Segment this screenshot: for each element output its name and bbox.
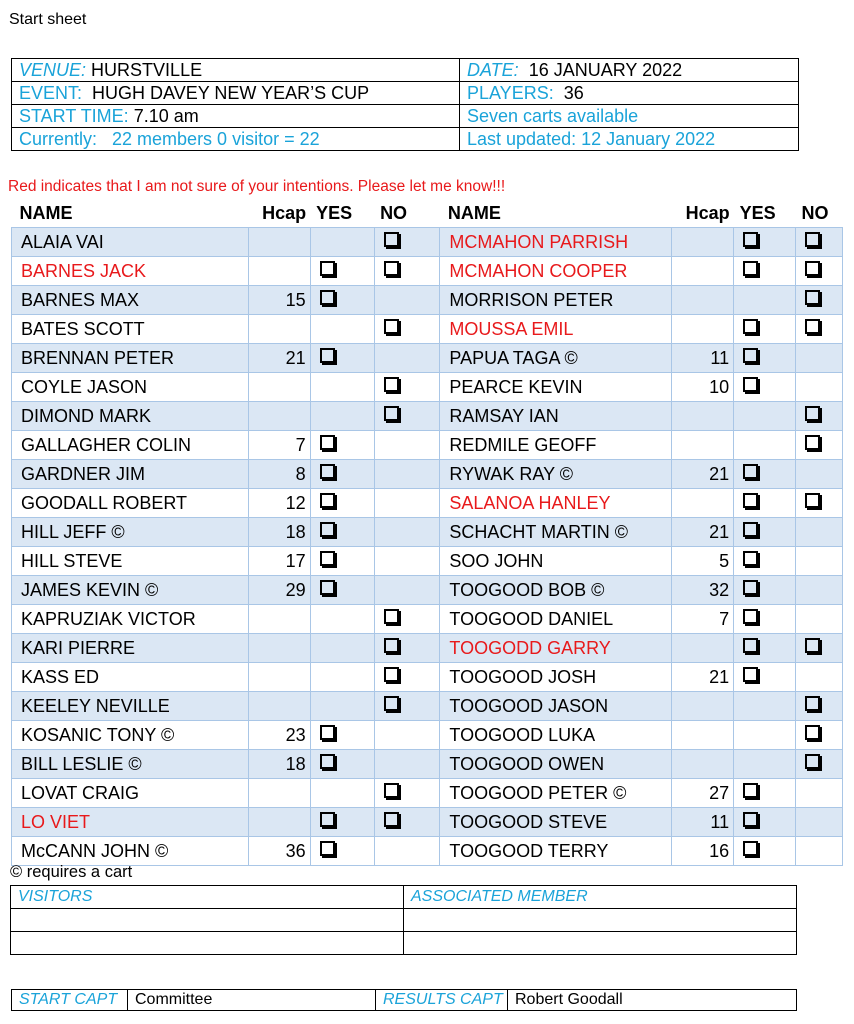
- player-hcap: [672, 315, 734, 344]
- player-no-cell: [374, 315, 440, 344]
- player-hcap: [672, 286, 734, 315]
- start-time-label: START TIME:: [19, 105, 129, 126]
- player-name: GOODALL ROBERT: [12, 489, 249, 518]
- table-row: [12, 344, 843, 373]
- player-hcap: [672, 257, 734, 286]
- player-hcap: [672, 228, 734, 257]
- player-no-cell: [796, 547, 843, 576]
- player-hcap: 12: [248, 489, 310, 518]
- date-value: 16 JANUARY 2022: [528, 59, 683, 80]
- player-hcap: 29: [248, 576, 310, 605]
- player-yes-cell: [310, 460, 374, 489]
- player-name: MORRISON PETER: [440, 286, 672, 315]
- player-yes-cell: [734, 750, 796, 779]
- table-row: [12, 779, 843, 808]
- no-checkbox-icon[interactable]: [805, 435, 820, 450]
- no-checkbox-icon[interactable]: [384, 377, 399, 392]
- player-no-cell: [796, 257, 843, 286]
- player-name: REDMILE GEOFF: [440, 431, 672, 460]
- player-hcap: [248, 692, 310, 721]
- player-no-cell: [796, 576, 843, 605]
- player-no-cell: [374, 402, 440, 431]
- player-yes-cell: [310, 344, 374, 373]
- player-name: GARDNER JIM: [12, 460, 249, 489]
- player-yes-cell: [734, 489, 796, 518]
- player-hcap: 23: [248, 721, 310, 750]
- player-hcap: [248, 779, 310, 808]
- carts-available: Seven carts available: [460, 105, 799, 128]
- player-yes-cell: [310, 576, 374, 605]
- player-yes-cell: [310, 257, 374, 286]
- player-yes-cell: [734, 373, 796, 402]
- player-yes-cell: [310, 692, 374, 721]
- results-capt-value: Robert Goodall: [508, 990, 797, 1011]
- yes-checkbox-icon[interactable]: [320, 580, 335, 595]
- venue-label: VENUE:: [19, 59, 87, 80]
- yes-checkbox-icon[interactable]: [320, 522, 335, 537]
- associated-entry[interactable]: [404, 932, 797, 955]
- player-hcap: 21: [248, 344, 310, 373]
- players-value: 36: [563, 82, 584, 103]
- player-yes-cell: [310, 373, 374, 402]
- player-no-cell: [796, 663, 843, 692]
- player-hcap: [248, 402, 310, 431]
- player-no-cell: [374, 286, 440, 315]
- player-hcap: [248, 808, 310, 837]
- associated-member-label: ASSOCIATED MEMBER: [404, 886, 797, 909]
- yes-checkbox-icon[interactable]: [743, 319, 758, 334]
- player-no-cell: [374, 431, 440, 460]
- player-no-cell: [374, 750, 440, 779]
- player-name: HILL STEVE: [12, 547, 249, 576]
- player-name: DIMOND MARK: [12, 402, 249, 431]
- player-yes-cell: [310, 779, 374, 808]
- header-name-right: NAME: [447, 202, 501, 223]
- player-hcap: 10: [672, 373, 734, 402]
- yes-checkbox-icon[interactable]: [743, 638, 758, 653]
- currently-summary: Currently: 22 members 0 visitor = 22: [12, 128, 460, 151]
- player-hcap: [672, 692, 734, 721]
- event-cell: [12, 82, 460, 105]
- yes-checkbox-icon[interactable]: [320, 551, 335, 566]
- players-label: PLAYERS:: [467, 82, 554, 103]
- player-yes-cell: [310, 750, 374, 779]
- player-yes-cell: [310, 663, 374, 692]
- yes-checkbox-icon[interactable]: [743, 522, 758, 537]
- player-no-cell: [796, 837, 843, 866]
- player-yes-cell: [310, 518, 374, 547]
- date-cell: [460, 59, 799, 82]
- table-row: [12, 257, 843, 286]
- player-name: GALLAGHER COLIN: [12, 431, 249, 460]
- visitor-entry[interactable]: [11, 909, 404, 932]
- player-no-cell: [374, 692, 440, 721]
- cart-note: © requires a cart: [10, 863, 133, 881]
- header-no-left: NO: [380, 202, 408, 223]
- no-checkbox-icon[interactable]: [805, 638, 820, 653]
- yes-checkbox-icon[interactable]: [743, 464, 758, 479]
- player-no-cell: [796, 692, 843, 721]
- no-checkbox-icon[interactable]: [805, 319, 820, 334]
- table-row: [12, 634, 843, 663]
- event-info-box: [11, 58, 799, 151]
- player-yes-cell: [734, 402, 796, 431]
- players-cell: [460, 82, 799, 105]
- player-name: RYWAK RAY ©: [440, 460, 672, 489]
- player-hcap: [248, 373, 310, 402]
- player-no-cell: [374, 605, 440, 634]
- player-no-cell: [374, 721, 440, 750]
- player-name: TOOGOOD TERRY: [440, 837, 672, 866]
- table-row: [12, 547, 843, 576]
- no-checkbox-icon[interactable]: [805, 725, 820, 740]
- player-no-cell: [796, 605, 843, 634]
- player-no-cell: [796, 315, 843, 344]
- player-hcap: [248, 257, 310, 286]
- player-yes-cell: [734, 692, 796, 721]
- player-name: McCANN JOHN ©: [12, 837, 249, 866]
- yes-checkbox-icon[interactable]: [320, 725, 335, 740]
- player-name: KAPRUZIAK VICTOR: [12, 605, 249, 634]
- yes-checkbox-icon[interactable]: [320, 290, 335, 305]
- player-yes-cell: [734, 837, 796, 866]
- player-name: TOOGODD GARRY: [440, 634, 672, 663]
- player-no-cell: [796, 750, 843, 779]
- red-note: Red indicates that I am not sure of your intentions. Please let me know!!!: [8, 178, 506, 195]
- start-capt-value: Committee: [128, 990, 376, 1011]
- player-no-cell: [796, 373, 843, 402]
- player-no-cell: [796, 779, 843, 808]
- player-no-cell: [374, 257, 440, 286]
- table-row: [12, 286, 843, 315]
- table-row: [12, 605, 843, 634]
- player-yes-cell: [734, 315, 796, 344]
- player-no-cell: [796, 286, 843, 315]
- player-yes-cell: [310, 634, 374, 663]
- no-checkbox-icon[interactable]: [805, 406, 820, 421]
- player-hcap: 11: [672, 344, 734, 373]
- player-yes-cell: [734, 286, 796, 315]
- no-checkbox-icon[interactable]: [384, 406, 399, 421]
- player-name: TOOGOOD JASON: [440, 692, 672, 721]
- player-no-cell: [374, 489, 440, 518]
- player-yes-cell: [734, 779, 796, 808]
- header-name-left: NAME: [19, 202, 73, 223]
- player-no-cell: [374, 808, 440, 837]
- player-hcap: 18: [248, 750, 310, 779]
- player-yes-cell: [734, 518, 796, 547]
- no-checkbox-icon[interactable]: [384, 319, 399, 334]
- associated-entry[interactable]: [404, 909, 797, 932]
- player-hcap: [248, 634, 310, 663]
- player-yes-cell: [310, 286, 374, 315]
- player-yes-cell: [310, 808, 374, 837]
- player-no-cell: [374, 228, 440, 257]
- yes-checkbox-icon[interactable]: [320, 261, 335, 276]
- player-hcap: 5: [672, 547, 734, 576]
- table-row: [12, 518, 843, 547]
- player-no-cell: [796, 721, 843, 750]
- table-row: [12, 431, 843, 460]
- player-name: LO VIET: [12, 808, 249, 837]
- header-yes-right: YES: [739, 202, 776, 223]
- player-name: KASS ED: [12, 663, 249, 692]
- player-no-cell: [796, 228, 843, 257]
- yes-checkbox-icon[interactable]: [743, 783, 758, 798]
- player-name: TOOGOOD JOSH: [440, 663, 672, 692]
- visitors-table: [10, 885, 797, 955]
- player-yes-cell: [734, 431, 796, 460]
- player-name: JAMES KEVIN ©: [12, 576, 249, 605]
- player-name: TOOGOOD BOB ©: [440, 576, 672, 605]
- player-name: TOOGOOD PETER ©: [440, 779, 672, 808]
- captains-table: [11, 989, 797, 1011]
- player-yes-cell: [734, 576, 796, 605]
- table-row: [12, 808, 843, 837]
- no-checkbox-icon[interactable]: [384, 667, 399, 682]
- player-hcap: 21: [672, 663, 734, 692]
- visitors-label: VISITORS: [11, 886, 404, 909]
- no-checkbox-icon[interactable]: [805, 290, 820, 305]
- player-name: MCMAHON PARRISH: [440, 228, 672, 257]
- table-row: [12, 489, 843, 518]
- player-hcap: [672, 750, 734, 779]
- player-yes-cell: [310, 228, 374, 257]
- player-hcap: 32: [672, 576, 734, 605]
- player-hcap: [672, 634, 734, 663]
- player-yes-cell: [310, 431, 374, 460]
- player-yes-cell: [734, 257, 796, 286]
- no-checkbox-icon[interactable]: [384, 609, 399, 624]
- player-no-cell: [796, 460, 843, 489]
- player-hcap: 17: [248, 547, 310, 576]
- yes-checkbox-icon[interactable]: [320, 348, 335, 363]
- player-no-cell: [374, 373, 440, 402]
- player-yes-cell: [734, 808, 796, 837]
- venue-cell: [12, 59, 460, 82]
- table-row: [12, 663, 843, 692]
- yes-checkbox-icon[interactable]: [743, 667, 758, 682]
- no-checkbox-icon[interactable]: [384, 812, 399, 827]
- player-hcap: [248, 228, 310, 257]
- player-name: BILL LESLIE ©: [12, 750, 249, 779]
- player-name: PEARCE KEVIN: [440, 373, 672, 402]
- start-time-cell: [12, 105, 460, 128]
- player-name: BARNES JACK: [12, 257, 249, 286]
- yes-checkbox-icon[interactable]: [320, 812, 335, 827]
- header-no-right: NO: [801, 202, 829, 223]
- player-hcap: 18: [248, 518, 310, 547]
- yes-checkbox-icon[interactable]: [743, 580, 758, 595]
- header-hcap-left: Hcap: [262, 202, 307, 223]
- player-yes-cell: [310, 489, 374, 518]
- player-no-cell: [374, 518, 440, 547]
- player-hcap: 36: [248, 837, 310, 866]
- player-name: TOOGOOD DANIEL: [440, 605, 672, 634]
- player-no-cell: [796, 518, 843, 547]
- player-no-cell: [796, 489, 843, 518]
- yes-checkbox-icon[interactable]: [320, 435, 335, 450]
- player-no-cell: [374, 837, 440, 866]
- player-name: COYLE JASON: [12, 373, 249, 402]
- player-yes-cell: [734, 663, 796, 692]
- table-header-row: [12, 199, 843, 228]
- player-name: BATES SCOTT: [12, 315, 249, 344]
- player-hcap: [672, 489, 734, 518]
- player-no-cell: [796, 402, 843, 431]
- no-checkbox-icon[interactable]: [384, 696, 399, 711]
- no-checkbox-icon[interactable]: [384, 232, 399, 247]
- yes-checkbox-icon[interactable]: [743, 812, 758, 827]
- player-name: TOOGOOD OWEN: [440, 750, 672, 779]
- player-no-cell: [374, 779, 440, 808]
- yes-checkbox-icon[interactable]: [743, 609, 758, 624]
- last-updated: Last updated: 12 January 2022: [460, 128, 799, 151]
- no-checkbox-icon[interactable]: [805, 754, 820, 769]
- player-hcap: 16: [672, 837, 734, 866]
- yes-checkbox-icon[interactable]: [743, 551, 758, 566]
- player-hcap: 7: [672, 605, 734, 634]
- results-capt-label: RESULTS CAPT: [376, 990, 508, 1011]
- yes-checkbox-icon[interactable]: [320, 493, 335, 508]
- player-name: BRENNAN PETER: [12, 344, 249, 373]
- player-yes-cell: [310, 837, 374, 866]
- player-name: MCMAHON COOPER: [440, 257, 672, 286]
- player-name: MOUSSA EMIL: [440, 315, 672, 344]
- player-yes-cell: [310, 721, 374, 750]
- yes-checkbox-icon[interactable]: [320, 841, 335, 856]
- no-checkbox-icon[interactable]: [805, 696, 820, 711]
- player-no-cell: [374, 576, 440, 605]
- player-name: TOOGOOD LUKA: [440, 721, 672, 750]
- event-value: HUGH DAVEY NEW YEAR’S CUP: [92, 82, 370, 103]
- player-no-cell: [796, 431, 843, 460]
- player-name: SOO JOHN: [440, 547, 672, 576]
- player-name: RAMSAY IAN: [440, 402, 672, 431]
- player-no-cell: [796, 634, 843, 663]
- player-no-cell: [796, 808, 843, 837]
- player-name: SCHACHT MARTIN ©: [440, 518, 672, 547]
- player-name: KARI PIERRE: [12, 634, 249, 663]
- player-yes-cell: [734, 547, 796, 576]
- player-name: HILL JEFF ©: [12, 518, 249, 547]
- no-checkbox-icon[interactable]: [805, 232, 820, 247]
- table-row: [12, 721, 843, 750]
- player-name: SALANOA HANLEY: [440, 489, 672, 518]
- player-yes-cell: [734, 721, 796, 750]
- player-hcap: 11: [672, 808, 734, 837]
- player-hcap: 15: [248, 286, 310, 315]
- event-label: EVENT:: [19, 82, 83, 103]
- player-hcap: 8: [248, 460, 310, 489]
- yes-checkbox-icon[interactable]: [320, 754, 335, 769]
- player-name: KEELEY NEVILLE: [12, 692, 249, 721]
- player-name: BARNES MAX: [12, 286, 249, 315]
- player-name: LOVAT CRAIG: [12, 779, 249, 808]
- table-row: [12, 228, 843, 257]
- player-hcap: [672, 402, 734, 431]
- yes-checkbox-icon[interactable]: [743, 377, 758, 392]
- player-yes-cell: [310, 402, 374, 431]
- player-hcap: [248, 315, 310, 344]
- players-table: [11, 199, 843, 866]
- player-yes-cell: [310, 605, 374, 634]
- player-hcap: 21: [672, 518, 734, 547]
- player-hcap: [672, 721, 734, 750]
- player-yes-cell: [734, 228, 796, 257]
- player-yes-cell: [734, 605, 796, 634]
- header-yes-left: YES: [316, 202, 353, 223]
- player-hcap: 21: [672, 460, 734, 489]
- no-checkbox-icon[interactable]: [805, 493, 820, 508]
- player-hcap: [248, 663, 310, 692]
- player-yes-cell: [310, 315, 374, 344]
- player-hcap: [248, 605, 310, 634]
- table-row: [12, 315, 843, 344]
- table-row: [12, 402, 843, 431]
- venue-value: HURSTVILLE: [91, 59, 203, 80]
- player-name: ALAIA VAI: [12, 228, 249, 257]
- table-row: [12, 837, 843, 866]
- no-checkbox-icon[interactable]: [384, 638, 399, 653]
- start-capt-label: START CAPT: [12, 990, 128, 1011]
- table-row: [12, 576, 843, 605]
- player-hcap: 27: [672, 779, 734, 808]
- yes-checkbox-icon[interactable]: [320, 464, 335, 479]
- header-hcap-right: Hcap: [685, 202, 730, 223]
- player-yes-cell: [310, 547, 374, 576]
- player-no-cell: [374, 663, 440, 692]
- no-checkbox-icon[interactable]: [805, 261, 820, 276]
- table-row: [12, 373, 843, 402]
- player-no-cell: [374, 344, 440, 373]
- player-name: KOSANIC TONY ©: [12, 721, 249, 750]
- player-hcap: 7: [248, 431, 310, 460]
- yes-checkbox-icon[interactable]: [743, 841, 758, 856]
- player-no-cell: [374, 634, 440, 663]
- yes-checkbox-icon[interactable]: [743, 493, 758, 508]
- page-title: Start sheet: [9, 11, 87, 28]
- player-no-cell: [374, 460, 440, 489]
- no-checkbox-icon[interactable]: [384, 783, 399, 798]
- player-name: TOOGOOD STEVE: [440, 808, 672, 837]
- player-yes-cell: [734, 344, 796, 373]
- date-label: DATE:: [467, 59, 519, 80]
- start-time-value: 7.10 am: [133, 105, 199, 126]
- player-name: PAPUA TAGA ©: [440, 344, 672, 373]
- table-row: [12, 692, 843, 721]
- no-checkbox-icon[interactable]: [384, 261, 399, 276]
- table-row: [12, 750, 843, 779]
- table-row: [12, 460, 843, 489]
- player-hcap: [672, 431, 734, 460]
- player-no-cell: [796, 344, 843, 373]
- yes-checkbox-icon[interactable]: [743, 232, 758, 247]
- player-yes-cell: [734, 460, 796, 489]
- yes-checkbox-icon[interactable]: [743, 348, 758, 363]
- visitor-entry[interactable]: [11, 932, 404, 955]
- player-yes-cell: [734, 634, 796, 663]
- yes-checkbox-icon[interactable]: [743, 261, 758, 276]
- player-no-cell: [374, 547, 440, 576]
